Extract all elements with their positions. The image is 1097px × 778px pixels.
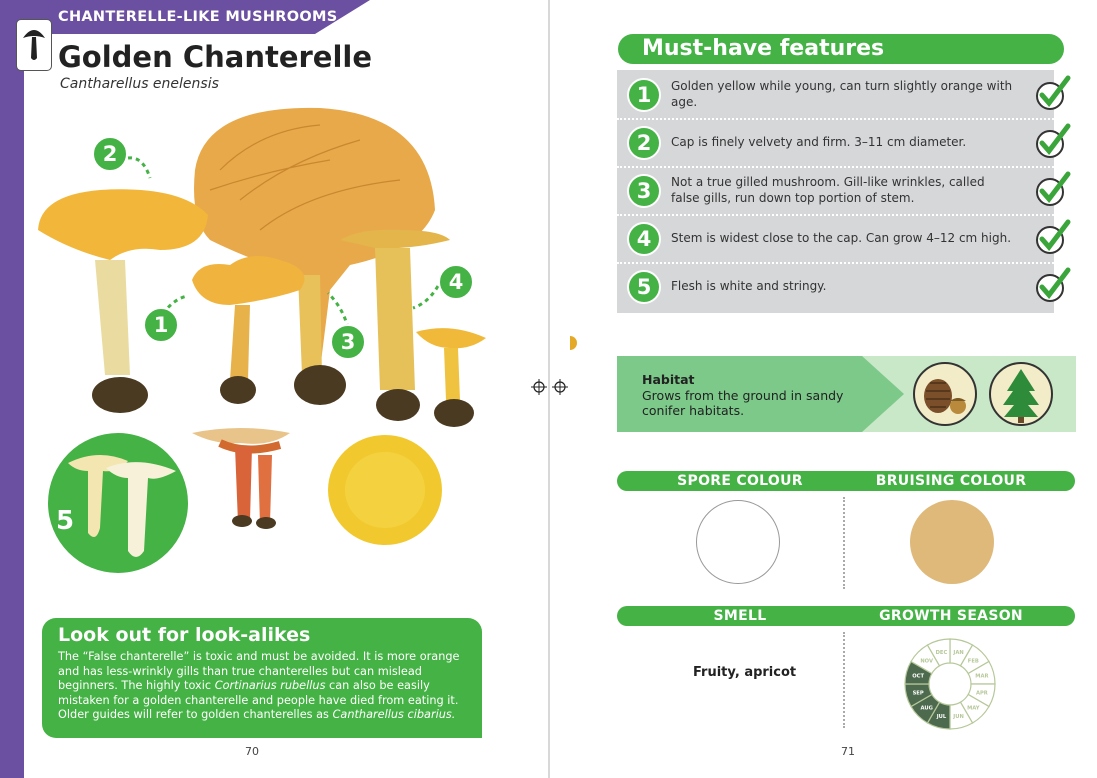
lookalike-illustrations <box>190 425 460 575</box>
bruising-colour-swatch <box>910 500 994 584</box>
feature-number: 4 <box>627 222 661 256</box>
page-title: Golden Chanterelle <box>58 40 373 74</box>
feature-row <box>617 262 1054 310</box>
season-label-may: MAY <box>967 705 980 712</box>
feature-row <box>617 118 1054 168</box>
crop-mark-icon <box>530 378 570 396</box>
page-tab-marker <box>570 336 577 350</box>
divider <box>843 497 845 589</box>
section-banner-label: CHANTERELLE-LIKE MUSHROOMS <box>58 9 338 25</box>
page-number-right: 71 <box>841 745 855 758</box>
divider <box>843 632 845 728</box>
spore-colour-swatch <box>696 500 780 584</box>
callout-4: 4 <box>438 264 474 300</box>
season-label-dec: DEC <box>935 650 948 657</box>
smell-value: Fruity, apricot <box>693 665 797 680</box>
bruising-colour-label: BRUISING COLOUR <box>875 473 1027 489</box>
checkmark-icon <box>1034 74 1072 112</box>
feature-text: Cap is finely velvety and firm. 3–11 cm diameter. <box>671 135 967 149</box>
season-label-oct: OCT <box>912 673 925 680</box>
callout-5: 5 <box>56 506 75 536</box>
feature-number: 1 <box>627 78 661 112</box>
growth-season-label: GROWTH SEASON <box>879 608 1023 624</box>
callout-2: 2 <box>92 136 128 172</box>
feature-number: 3 <box>627 174 661 208</box>
season-label-jan: JAN <box>953 650 964 657</box>
season-label-sep: SEP <box>912 690 924 697</box>
mushroom-logo-icon <box>16 19 52 71</box>
must-have-title: Must-have features <box>642 36 885 61</box>
lookalikes-title: Look out for look-alikes <box>58 624 311 646</box>
habitat-text: Grows from the ground in sandy conifer habitats. <box>642 388 844 418</box>
cap-top-view-illustration <box>328 435 442 545</box>
season-label-feb: FEB <box>967 658 979 665</box>
feature-number: 2 <box>627 126 661 160</box>
season-label-aug: AUG <box>920 705 933 712</box>
spore-colour-label: SPORE COLOUR <box>677 473 803 489</box>
smell-label: SMELL <box>713 608 767 624</box>
latin-name: Cantharellus enelensis <box>60 76 219 92</box>
pinecone-icon <box>912 361 978 427</box>
season-label-jul: JUL <box>936 713 947 720</box>
growth-season-wheel <box>903 637 997 731</box>
feature-text: Stem is widest close to the cap. Can grow 4–12 cm high. <box>671 231 1012 245</box>
habitat-title: Habitat <box>642 372 695 387</box>
feature-row <box>617 166 1054 216</box>
checkmark-icon <box>1034 170 1072 208</box>
season-label-jun: JUN <box>953 713 964 720</box>
callout-3: 3 <box>330 324 366 360</box>
checkmark-icon <box>1034 266 1072 304</box>
feature-text: Not a true gilled mushroom. Gill-like wrinkles, called false gills, run down top portion of stem. <box>671 175 985 205</box>
feature-number: 5 <box>627 270 661 304</box>
feature-row <box>617 70 1054 120</box>
lookalikes-text: The “False chanterelle” is toxic and must be avoided. It is more orange and has less-wrinkly gills than true chanterelles but can mislead beginners. The highly toxic Cortinarius rubellus can also be easily mistaken for a golden chanterelle and people have died from eating it. Older guides will refer to golden chanterelles as Cantharellus cibarius. <box>58 650 460 721</box>
page-edge-band <box>0 0 24 778</box>
false-chanterelle-illustration <box>192 428 290 529</box>
callout-1: 1 <box>143 307 179 343</box>
feature-row <box>617 214 1054 264</box>
lookalikes-box <box>42 618 482 738</box>
features-panel <box>617 70 1054 313</box>
feature-text: Golden yellow while young, can turn slightly orange with age. <box>671 79 1013 109</box>
flesh-detail-circle <box>48 433 188 573</box>
season-label-apr: APR <box>975 690 988 697</box>
conifer-tree-icon <box>988 361 1054 427</box>
season-label-nov: NOV <box>920 658 933 665</box>
checkmark-icon <box>1034 122 1072 160</box>
feature-text: Flesh is white and stringy. <box>671 279 827 293</box>
page-number-left: 70 <box>245 745 259 758</box>
checkmark-icon <box>1034 218 1072 256</box>
season-label-mar: MAR <box>975 673 989 680</box>
